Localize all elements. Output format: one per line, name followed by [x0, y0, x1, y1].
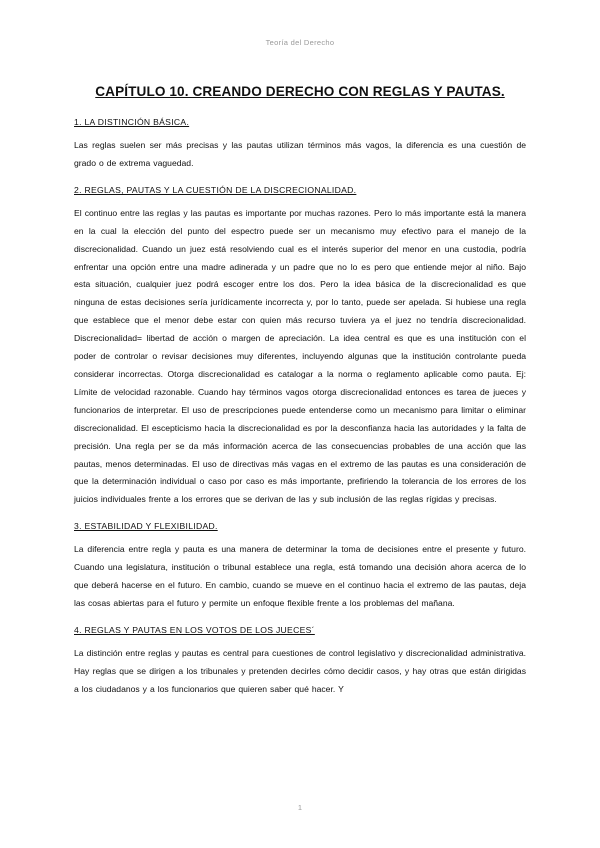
page-content	[74, 84, 526, 711]
section-heading: 4. REGLAS Y PAUTAS EN LOS VOTOS DE LOS JUECES´	[74, 624, 315, 635]
section-heading: 1. LA DISTINCIÓN BÁSICA.	[74, 117, 190, 127]
running-header: Teoría del Derecho	[265, 38, 335, 47]
section-heading: 2. REGLAS, PAUTAS Y LA CUESTIÓN DE LA DISCRECIONALIDAD.	[74, 184, 357, 195]
page-number: 1	[297, 803, 303, 812]
section-paragraph: Las reglas suelen ser más precisas y las pautas utilizan términos más vagos, la diferencia es una cuestión de grado o de extrema vaguedad.	[74, 140, 526, 168]
section-paragraph: El continuo entre las reglas y las pautas es importante por muchas razones. Pero lo más importante está la manera en la cual la elección del punto del espectro puede ser un mecanismo muy efectivo para el manejo de la discrecionalidad. Cuando un juez está resolviendo cual es el interés superior del menor en una custodia, podría enfrentar una opción entre una madre adinerada y un padre que no lo es pero que entiende mejor al niño. Bajo esta situación, cualquier juez podrá escoger entre los dos. Pero la idea básica de la discrecionalidad es que ninguna de estas decisiones sería jurídicamente incorrecta y, por lo tanto, puede ser apelada. Si hubiese una regla que establece que el menor debe estar con quien más recurso tuviera ya el juez no tendría discrecionalidad. Discrecionalidad= libertad de acción o margen de apreciación. La idea central es que es una institución con el poder de controlar o revisar decisiones muy diferentes, incluyendo algunas que la institución controlante pueda considerar incorrectas. Otorga discrecionalidad es catalogar a la norma o reglamento aplicable como pauta. Ej: Límite de velocidad razonable. Cuando hay términos vagos otorga discrecionalidad entonces es tarea de jueces y funcionarios de interpretar. El uso de prescripciones puede entenderse como un mecanismo para limitar o eliminar discrecionalidad. El escepticismo hacia la discrecionalidad es por la desconfianza hacia las autoridades y la falta de precisión. Una regla per se da más información acerca de las consecuencias probables de una acción que las pautas, menos determinadas. El uso de directivas más vagas en el extremo de las pautas es una consideración de que la determinación individual o caso por caso es más importante, prefiriendo la tolerancia de los errores de los juicios individuales frente a los errores que se derivan de las y sub inclusión de las reglas rígidas y precisas.	[74, 207, 526, 505]
section-paragraph: La distinción entre reglas y pautas es central para cuestiones de control legislativo y discrecionalidad administrativa. Hay reglas que se dirigen a los tribunales y pretenden decirles cómo decidir casos, y hay otras que están dirigidas a los ciudadanos y a los funcionarios que quieren saber qué hacer. Y	[74, 647, 526, 694]
chapter-title: CAPÍTULO 10. CREANDO DERECHO CON REGLAS Y PAUTAS.	[95, 84, 505, 99]
section-paragraph: La diferencia entre regla y pauta es una manera de determinar la toma de decisiones entre el presente y futuro. Cuando una legislatura, institución o tribunal establece una regla, está tomando una decisión ahora acerca de lo que deberá hacerse en el futuro. En cambio, cuando se mueve en el continuo hacia el extremo de las pautas, deja las cosas abiertas para el futuro y permite un enfoque flexible frente a los problemas del mañana.	[74, 544, 526, 608]
section-heading: 3. ESTABILIDAD Y FLEXIBILIDAD.	[74, 521, 218, 532]
